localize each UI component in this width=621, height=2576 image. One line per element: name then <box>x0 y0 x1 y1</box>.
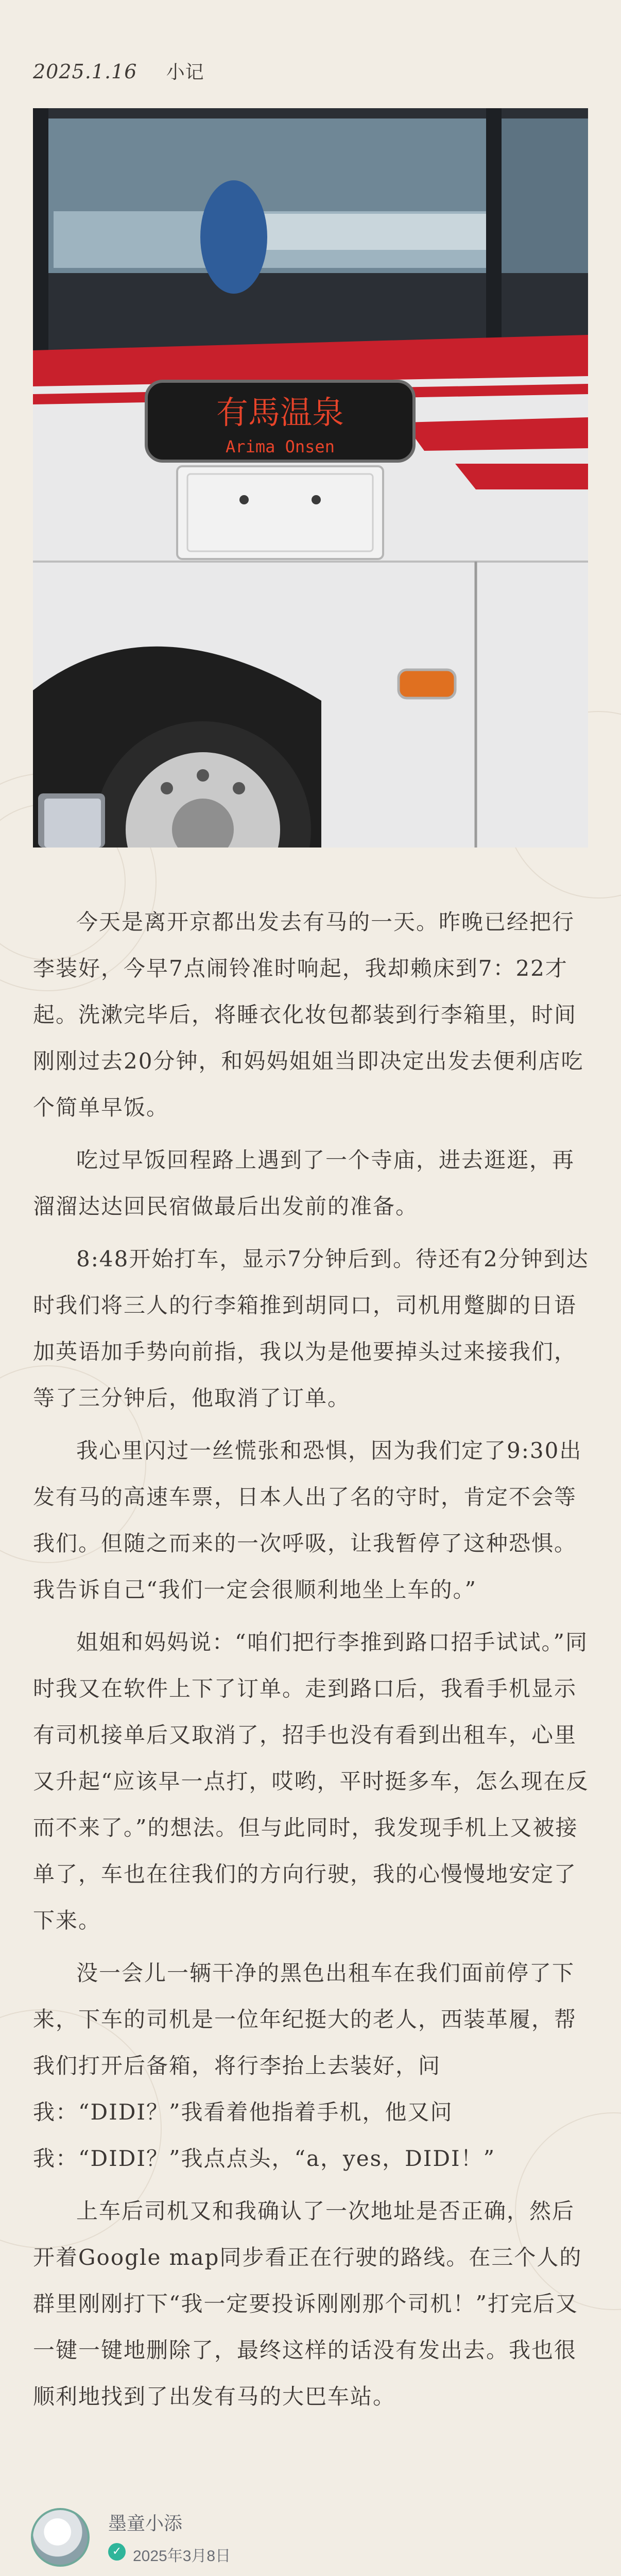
bus-photo[interactable] <box>33 108 588 848</box>
paragraph: 上车后司机又和我确认了一次地址是否正确，然后开着Google map同步看正在行驶的路线。在三个人的群里刚刚打下“我一定要投诉刚刚那个司机！”打完后又一键一键地删除了，最终这样的话没有发出去。我也很顺利地找到了出发有马的大巴车站。 <box>33 2198 582 2409</box>
sign-text: 有馬温泉 <box>216 394 344 431</box>
author-info[interactable] <box>31 2505 340 2572</box>
paragraph: 姐姐和妈妈说：“咱们把行李推到路口招手试试。”同时我又在软件上下了订单。走到路口后，我看手机显示有司机接单后又取消了，招手也没有看到出租车，心里又升起“应该早一点打，哎哟，平时挺多车，怎么现在反而不来了。”的想法。但与此同时，我发现手机上又被接单了，车也在往我们的方向行驶，我的心慢慢地安定了下来。 <box>33 1630 589 1933</box>
author-name[interactable]: 墨童小添 <box>108 2513 183 2534</box>
paragraph: 我心里闪过一丝慌张和恐惧，因为我们定了9:30出发有马的高速车票，日本人出了名的守时，肯定不会等我们。但随之而来的一次呼吸，让我暂停了这种恐惧。我告诉自己“我们一定会很顺利地坐上车的。” <box>33 1438 582 1602</box>
paragraph: 8:48开始打车，显示7分钟后到。待还有2分钟到达时我们将三人的行李箱推到胡同口，司机用蹩脚的日语加英语加手势向前指，我以为是他要掉头过来接我们，等了三分钟后，他取消了订单。 <box>33 1246 589 1411</box>
paragraph: 没一会儿一辆干净的黑色出租车在我们面前停了下来，下车的司机是一位年纪挺大的老人，西装革履，帮我们打开后备箱，将行李抬上去装好，问我：“DIDI？”我看着他指着手机，他又问我：“DIDI？”我点点头，“a，yes，DIDI！” <box>33 1960 577 2171</box>
sign-romaji: Arima Onsen <box>226 437 335 456</box>
paragraph: 今天是离开京都出发去有马的一天。昨晚已经把行李装好，今早7点闹铃准时响起，我却赖床到7：22才起。洗漱完毕后，将睡衣化妆包都装到行李箱里，时间刚刚过去20分钟，和妈妈姐姐当即决定出发去便利店吃个简单早饭。 <box>33 909 584 1120</box>
note-label: 小记 <box>166 62 204 83</box>
publish-date: 2025年3月8日 <box>133 2548 231 2565</box>
note-date-header <box>33 58 204 84</box>
note-date: 2025.1.16 <box>33 60 137 83</box>
avatar[interactable] <box>31 2508 90 2567</box>
note-body <box>33 899 590 2426</box>
check-star-icon: ✓ <box>108 2543 126 2561</box>
paragraph: 吃过早饭回程路上遇到了一个寺庙，进去逛逛，再溜溜达达回民宿做最后出发前的准备。 <box>33 1147 575 1219</box>
